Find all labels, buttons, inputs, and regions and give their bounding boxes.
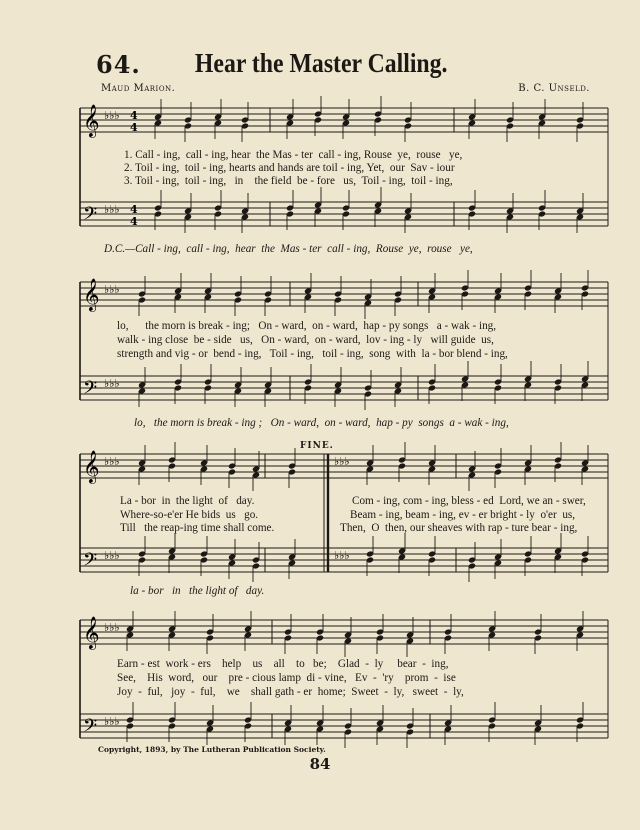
s3-refrain2: Beam - ing, beam - ing, ev - er bright - ly o'er us,	[350, 509, 576, 521]
svg-text:♭♭♭: ♭♭♭	[104, 283, 120, 296]
svg-text:♭♭♭: ♭♭♭	[104, 455, 120, 468]
svg-text:♭♭♭: ♭♭♭	[104, 621, 120, 634]
s3-bass-text: la - bor in the light of day.	[130, 585, 265, 597]
svg-text:♭♭♭: ♭♭♭	[104, 109, 120, 122]
hymn-number: 64.	[96, 50, 141, 79]
s2-verse3: strength and vig - or bend - ing, Toil - ing, toil - ing, song with la - bor blend - ing,	[117, 348, 508, 360]
hymn-title: Hear the Master Calling.	[194, 48, 448, 78]
svg-text:𝄢: 𝄢	[83, 716, 98, 741]
s1-verse3: 3. Toil - ing, toil - ing, in the field be - fore us, Toil - ing, toil - ing,	[124, 175, 453, 187]
copyright-notice: Copyright, 1893, by The Lutheran Publication Society.	[98, 745, 326, 754]
svg-text:♭♭♭: ♭♭♭	[104, 203, 120, 216]
svg-text:𝄞: 𝄞	[83, 616, 100, 649]
svg-text:𝄢: 𝄢	[83, 550, 98, 575]
svg-text:4: 4	[130, 109, 138, 122]
svg-text:𝄞: 𝄞	[83, 278, 100, 311]
svg-text:♭♭♭: ♭♭♭	[104, 715, 120, 728]
s3-refrain1: Com - ing, com - ing, bless - ed Lord, we an - swer,	[352, 495, 586, 507]
svg-text:♭♭♭: ♭♭♭	[334, 549, 350, 562]
svg-text:𝄢: 𝄢	[83, 378, 98, 403]
svg-text:♭♭♭: ♭♭♭	[104, 549, 120, 562]
svg-text:♭♭♭: ♭♭♭	[104, 377, 120, 390]
s1-verse2: 2. Toil - ing, toil - ing, hearts and hands are toil - ing, Yet, our Sav - iour	[124, 162, 455, 174]
s3-refrain3: Then, O then, our sheaves with rap - ture bear - ing,	[340, 522, 578, 534]
svg-text:𝄢: 𝄢	[83, 204, 98, 229]
fine-marking: FINE.	[300, 441, 334, 451]
s1-verse1: 1. Call - ing, call - ing, hear the Mas - ter call - ing, Rouse ye, rouse ye,	[124, 149, 463, 161]
page-number: 84	[309, 755, 331, 773]
s2-verse1: lo, the morn is break - ing; On - ward, on - ward, hap - py songs a - wak - ing,	[117, 320, 497, 332]
s3-verse1: La - bor in the light of day.	[120, 495, 255, 507]
s4-verse2: See, His word, our pre - cious lamp di - vine, Ev - 'ry prom - ise	[117, 672, 456, 684]
svg-text:♭♭♭: ♭♭♭	[334, 455, 350, 468]
s4-verse3: Joy - ful, joy - ful, we shall gath - er home; Sweet - ly, sweet - ly,	[117, 686, 464, 698]
svg-text:4: 4	[130, 121, 138, 134]
s4-verse1: Earn - est work - ers help us all to be; Glad - ly bear - ing,	[117, 658, 449, 670]
s1-bass-text: D.C.—Call - ing, call - ing, hear the Mas - ter call - ing, Rouse ye, rouse ye,	[104, 243, 473, 255]
svg-text:𝄞: 𝄞	[83, 450, 100, 483]
svg-text:4: 4	[130, 215, 138, 228]
svg-text:𝄞: 𝄞	[83, 104, 100, 137]
author-credit: Maud Marion.	[101, 83, 176, 94]
svg-text:4: 4	[130, 203, 138, 216]
s3-verse3: Till the reap-ing time shall come.	[120, 522, 275, 534]
s3-verse2: Where-so-e'er He bids us go.	[120, 509, 259, 521]
composer-credit: B. C. Unseld.	[518, 83, 590, 94]
s2-bass-text: lo, the morn is break - ing ; On - ward, on - ward, hap - py songs a - wak - ing,	[134, 417, 509, 429]
s2-verse2: walk - ing close be - side us, On - ward, on - ward, lov - ing - ly will guide us,	[117, 334, 494, 346]
